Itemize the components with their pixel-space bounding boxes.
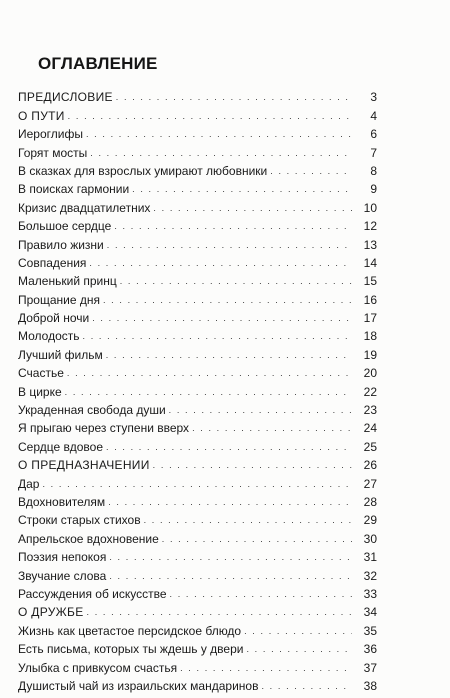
toc-page-number: 7	[370, 145, 377, 160]
toc-entry	[18, 638, 377, 656]
dot-leader	[109, 569, 352, 583]
dot-leader	[144, 513, 352, 527]
toc-entry-title: О ПУТИ	[18, 108, 65, 123]
dot-leader	[106, 440, 352, 454]
dot-leader	[108, 495, 352, 509]
toc-entry	[18, 252, 377, 270]
dot-leader	[120, 274, 352, 288]
toc-entry	[18, 325, 377, 343]
toc-page-number: 18	[363, 329, 377, 344]
toc-entry	[18, 270, 377, 288]
toc-entry	[18, 472, 377, 490]
toc-entry	[18, 399, 377, 417]
toc-entry-title: Лучший фильм	[18, 347, 103, 362]
toc-section-entry	[18, 86, 377, 104]
toc-page-number: 34	[363, 605, 377, 620]
toc-entry-title: Звучание слова	[18, 568, 107, 583]
dot-leader	[90, 146, 352, 160]
toc-entry	[18, 141, 377, 159]
dot-leader	[261, 679, 352, 693]
toc-section-entry	[18, 601, 377, 619]
dot-leader	[103, 293, 352, 307]
dot-leader	[170, 587, 352, 601]
toc-entry-title: Рассуждения об искусстве	[18, 586, 167, 601]
toc-entry-title: О ПРЕДНАЗНАЧЕНИИ	[18, 458, 150, 473]
toc-page-number: 33	[363, 586, 377, 601]
toc-page-number: 19	[363, 347, 377, 362]
toc-page-number: 3	[370, 90, 377, 105]
toc-page-number: 25	[363, 439, 377, 454]
page-title: ОГЛАВЛЕНИЕ	[38, 54, 158, 73]
toc-entry-title: Кризис двадцатилетних	[18, 200, 151, 215]
dot-leader	[89, 256, 352, 270]
toc-section-entry	[18, 454, 377, 472]
toc-entry	[18, 546, 377, 564]
dot-leader	[87, 605, 352, 619]
toc-page-number: 28	[363, 494, 377, 509]
toc-entry	[18, 435, 377, 453]
toc-page-number: 32	[363, 568, 377, 583]
dot-leader	[114, 219, 352, 233]
toc-entry-title: Маленький принц	[18, 274, 117, 289]
toc-page-number: 15	[363, 274, 377, 289]
toc-entry-title: Счастье	[18, 366, 64, 381]
toc-entry-title: Улыбка с привкусом счастья	[18, 660, 178, 675]
toc-entry	[18, 123, 377, 141]
toc-entry-title: Строки старых стихов	[18, 513, 141, 528]
dot-leader	[270, 164, 352, 178]
toc-entry	[18, 583, 377, 601]
toc-page-number: 31	[363, 550, 377, 565]
dot-leader	[106, 348, 352, 362]
toc-page-number: 17	[363, 311, 377, 326]
toc-entry-title: ПРЕДИСЛОВИЕ	[18, 90, 113, 105]
toc-page-number: 38	[363, 678, 377, 693]
toc-page-number: 27	[363, 476, 377, 491]
toc-entry-title: Молодость	[18, 329, 80, 344]
dot-leader	[180, 661, 352, 675]
toc-entry	[18, 380, 377, 398]
toc-entry	[18, 675, 377, 693]
toc-entry-title: Горят мосты	[18, 145, 88, 160]
dot-leader	[244, 624, 352, 638]
toc-entry	[18, 491, 377, 509]
toc-entry	[18, 160, 377, 178]
dot-leader	[132, 182, 352, 196]
toc-entry-title: Правило жизни	[18, 237, 104, 252]
dot-leader	[42, 477, 352, 491]
toc-entry-title: В цирке	[18, 384, 62, 399]
toc-page-number: 26	[363, 458, 377, 473]
toc-entry-title: Я прыгаю через ступени вверх	[18, 421, 190, 436]
toc-entry	[18, 417, 377, 435]
toc-entry	[18, 288, 377, 306]
toc-entry	[18, 178, 377, 196]
toc-page-number: 13	[363, 237, 377, 252]
dot-leader	[107, 238, 352, 252]
dot-leader	[83, 329, 352, 343]
toc-entry-title: Иероглифы	[18, 127, 83, 142]
toc-entry-title: О ДРУЖБЕ	[18, 605, 84, 620]
toc-page-number: 20	[363, 366, 377, 381]
dot-leader	[246, 642, 352, 656]
dot-leader	[116, 90, 352, 104]
toc-entry-title: Есть письма, которых ты ждешь у двери	[18, 642, 244, 657]
toc-page-number: 35	[363, 623, 377, 638]
dot-leader	[162, 532, 352, 546]
toc-entry-title: Большое сердце	[18, 219, 112, 234]
toc-entry-title: Апрельское вдохновение	[18, 531, 159, 546]
dot-leader	[192, 421, 352, 435]
toc-page-number: 12	[363, 219, 377, 234]
toc-entry-title: Душистый чай из израильских мандаринов	[18, 678, 259, 693]
toc-entry	[18, 343, 377, 361]
toc-entry	[18, 564, 377, 582]
dot-leader	[109, 550, 352, 564]
toc-entry-title: Жизнь как цветастое персидское блюдо	[18, 623, 242, 638]
toc-entry-title: Совпадения	[18, 255, 87, 270]
dot-leader	[67, 366, 352, 380]
toc-entry	[18, 527, 377, 545]
dot-leader	[86, 127, 352, 141]
toc-page-number: 14	[363, 255, 377, 270]
dot-leader	[169, 403, 352, 417]
toc-page-number: 8	[370, 163, 377, 178]
toc-page-number: 37	[363, 660, 377, 675]
toc-page-number: 29	[363, 513, 377, 528]
toc-page-number: 23	[363, 403, 377, 418]
dot-leader	[65, 385, 352, 399]
toc-page-number: 16	[363, 292, 377, 307]
dot-leader	[92, 311, 352, 325]
toc-page-number: 10	[363, 200, 377, 215]
toc-entry	[18, 619, 377, 637]
toc-entry	[18, 307, 377, 325]
toc-entry-title: Украденная свобода души	[18, 403, 166, 418]
toc-page-number: 24	[363, 421, 377, 436]
dot-leader	[68, 109, 352, 123]
toc-entry-title: Поэзия непокоя	[18, 550, 107, 565]
dot-leader	[153, 458, 352, 472]
toc-page-number: 6	[370, 127, 377, 142]
toc-entry-title: В сказках для взрослых умирают любовники	[18, 163, 268, 178]
toc-entry	[18, 233, 377, 251]
toc-page-number: 4	[370, 108, 377, 123]
dot-leader	[153, 201, 352, 215]
toc-entry-title: Прощание дня	[18, 292, 100, 307]
toc-entry	[18, 196, 377, 214]
toc-entry	[18, 362, 377, 380]
toc-entry-title: Дар	[18, 476, 40, 491]
toc-page-number: 30	[363, 531, 377, 546]
toc-page-number: 22	[363, 384, 377, 399]
toc-entry	[18, 509, 377, 527]
toc-section-entry	[18, 104, 377, 122]
toc-entry	[18, 215, 377, 233]
toc-entry-title: Вдохновителям	[18, 494, 106, 509]
toc-entry-title: Сердце вдовое	[18, 439, 103, 454]
toc-entry	[18, 656, 377, 674]
toc-entry-title: В поисках гармонии	[18, 182, 130, 197]
table-of-contents	[18, 86, 377, 693]
toc-page-number: 9	[370, 182, 377, 197]
toc-entry-title: Доброй ночи	[18, 311, 90, 326]
toc-page-number: 36	[363, 642, 377, 657]
